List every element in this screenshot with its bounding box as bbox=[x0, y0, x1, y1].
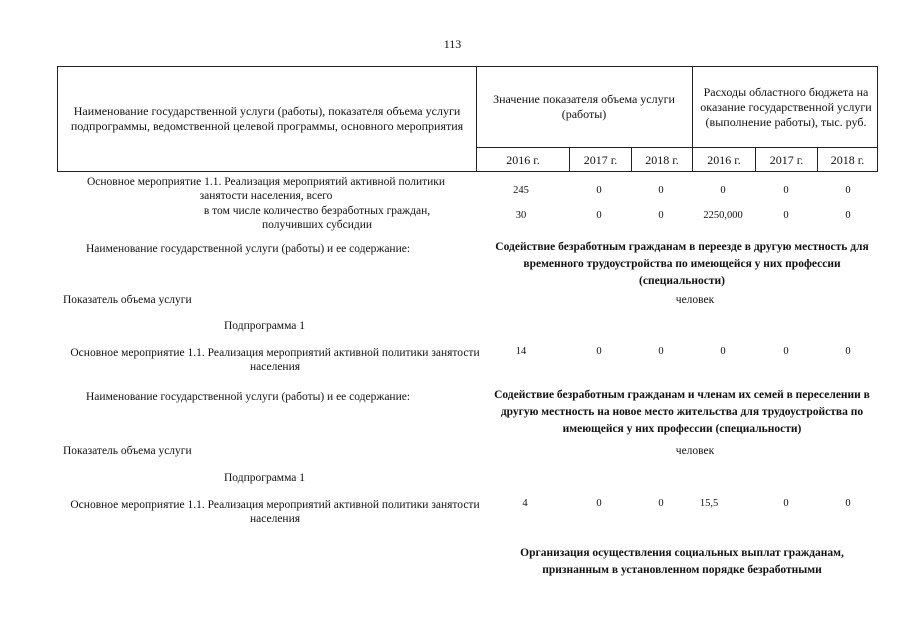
header-name-column: Наименование государственной услуги (работы), показателя объема услуги подпрограммы, ведомственной целевой программы, основного мероприятия bbox=[70, 104, 464, 133]
row-label: в том числе количество безработных граждан, получивших субсидии bbox=[203, 205, 431, 231]
table-cell: 0 bbox=[845, 346, 851, 357]
service-label: Наименование государственной услуги (работы) и ее содержание: bbox=[86, 391, 411, 403]
unit-label: человек bbox=[675, 294, 715, 306]
table-cell: 0 bbox=[783, 185, 789, 196]
table-cell: 0 bbox=[783, 210, 789, 221]
service-label: Наименование государственной услуги (работы) и ее содержание: bbox=[86, 243, 411, 255]
year-header: 2018 г. bbox=[830, 152, 865, 167]
table-cell: 0 bbox=[783, 498, 789, 509]
year-header: 2016 г. bbox=[707, 152, 741, 167]
row-label: Основное мероприятие 1.1. Реализация мероприятий активной политики занятости населения bbox=[70, 347, 480, 373]
service-description: Содействие безработным гражданам и членам их семей в переселении в другую местность на новое место жительства для трудоустройства по имеющейся у них профессии (специальности) bbox=[494, 389, 870, 435]
table-cell: 245 bbox=[513, 185, 529, 196]
table-cell: 0 bbox=[845, 185, 851, 196]
table-cell: 0 bbox=[596, 210, 602, 221]
subprogram-label: Подпрограмма 1 bbox=[224, 320, 306, 332]
service-description: Содействие безработным гражданам в переезде в другую местность для временного трудоустройства по имеющейся у них профессии (специальности) bbox=[495, 241, 869, 287]
table-cell: 0 bbox=[845, 210, 851, 221]
year-header: 2017 г. bbox=[769, 152, 804, 167]
table-cell: 0 bbox=[658, 346, 664, 357]
service-description: Организация осуществления социальных выплат гражданам, признанным в установленном порядке безработными bbox=[520, 547, 844, 576]
page-number: 113 bbox=[443, 37, 462, 51]
table-cell: 0 bbox=[658, 185, 664, 196]
unit-label: человек bbox=[675, 445, 715, 457]
table-cell: 0 bbox=[720, 346, 726, 357]
table-cell: 0 bbox=[596, 185, 602, 196]
subprogram-label: Подпрограмма 1 bbox=[224, 472, 306, 484]
indicator-label: Показатель объема услуги bbox=[63, 445, 192, 457]
table-cell: 0 bbox=[720, 185, 726, 196]
table-header bbox=[57, 66, 878, 172]
row-label: Основное мероприятие 1.1. Реализация мероприятий активной политики занятости населения bbox=[70, 499, 480, 525]
year-header: 2017 г. bbox=[583, 152, 618, 167]
year-header: 2016 г. bbox=[506, 152, 540, 167]
table-cell: 14 bbox=[515, 346, 527, 357]
table-cell: 2250,000 bbox=[703, 210, 743, 221]
table-cell: 30 bbox=[515, 210, 527, 221]
header-volume-column: Значение показателя объема услуги (работы) bbox=[493, 92, 675, 121]
table-cell: 0 bbox=[658, 210, 664, 221]
table-cell: 4 bbox=[522, 498, 528, 509]
table-cell: 0 bbox=[845, 498, 851, 509]
table-cell: 0 bbox=[783, 346, 789, 357]
table-cell: 0 bbox=[596, 498, 602, 509]
row-label: Основное мероприятие 1.1. Реализация мероприятий активной политики занятости населения, всего bbox=[86, 176, 446, 202]
year-header: 2018 г. bbox=[645, 152, 679, 167]
header-expense-column: Расходы областного бюджета на оказание государственной услуги (выполнение работы), тыс. руб. bbox=[700, 84, 872, 129]
indicator-label: Показатель объема услуги bbox=[63, 294, 192, 306]
table-cell: 0 bbox=[658, 498, 664, 509]
table-cell: 0 bbox=[596, 346, 602, 357]
table-cell: 15,5 bbox=[699, 498, 719, 509]
